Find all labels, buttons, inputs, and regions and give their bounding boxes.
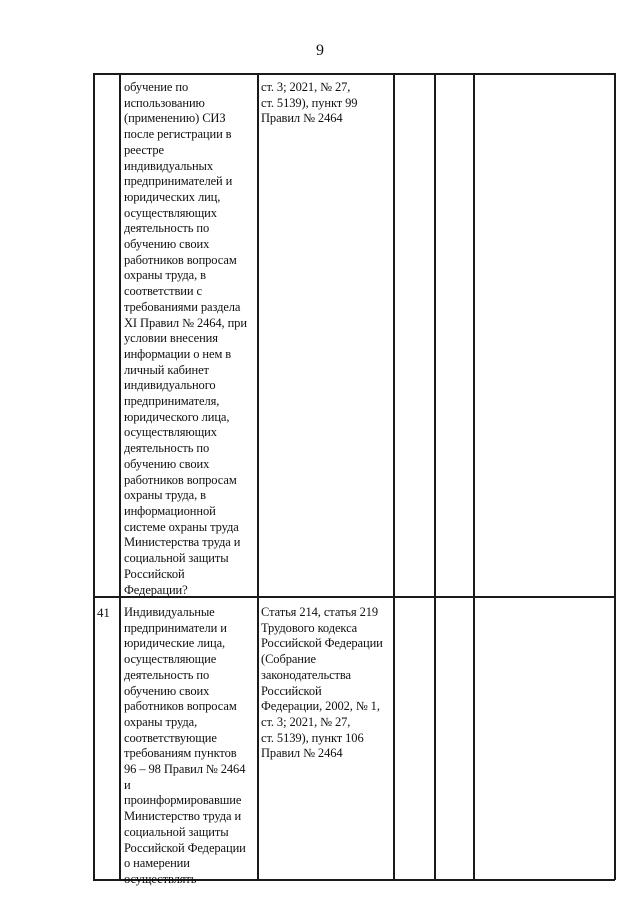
- column-border: [473, 73, 475, 880]
- legal-reference: ст. 3; 2021, № 27, ст. 5139), пункт 99 Правил № 2464: [261, 80, 358, 126]
- column-border: [614, 73, 616, 880]
- legal-reference: Статья 214, статья 219 Трудового кодекса Российской Федерации (Собрание законодательства Российской Федерации, 2002, № 1, ст. 3; 2021, № 27, ст. 5139), пункт 106 Правил № 2464: [261, 605, 383, 761]
- table-top-border: [93, 73, 615, 75]
- column-border: [119, 73, 121, 880]
- column-border: [393, 73, 395, 880]
- requirement-text: Индивидуальные предприниматели и юридические лица, осуществляющие деятельность по обучению своих работников вопросам охраны труда, соответствующие требованиям пунктов 96 – 98 Правил № 2464 и проинформировавшие Министерство труда и социальной защиты Российской Федерации о намерении осуществлять: [124, 605, 246, 886]
- page-number: 9: [316, 42, 324, 59]
- row-number: 41: [97, 605, 110, 620]
- requirement-text: обучение по использованию (применению) СИЗ после регистрации в реестре индивидуальных предпринимателей и юридических лиц, осуществляющих деятельность по обучению своих работников вопросам охраны труда, в соответствии с требованиями раздела XI Правил № 2464, при условии внесения информации о нем в личный кабинет индивидуального предпринимателя, юридического лица, осуществляющих деятельность по обучению своих работников вопросам охраны труда, в информационной системе охраны труда Министерства труда и социальной защиты Российской Федерации?: [124, 80, 247, 597]
- column-border: [434, 73, 436, 880]
- column-border: [257, 73, 259, 880]
- column-border: [93, 73, 95, 880]
